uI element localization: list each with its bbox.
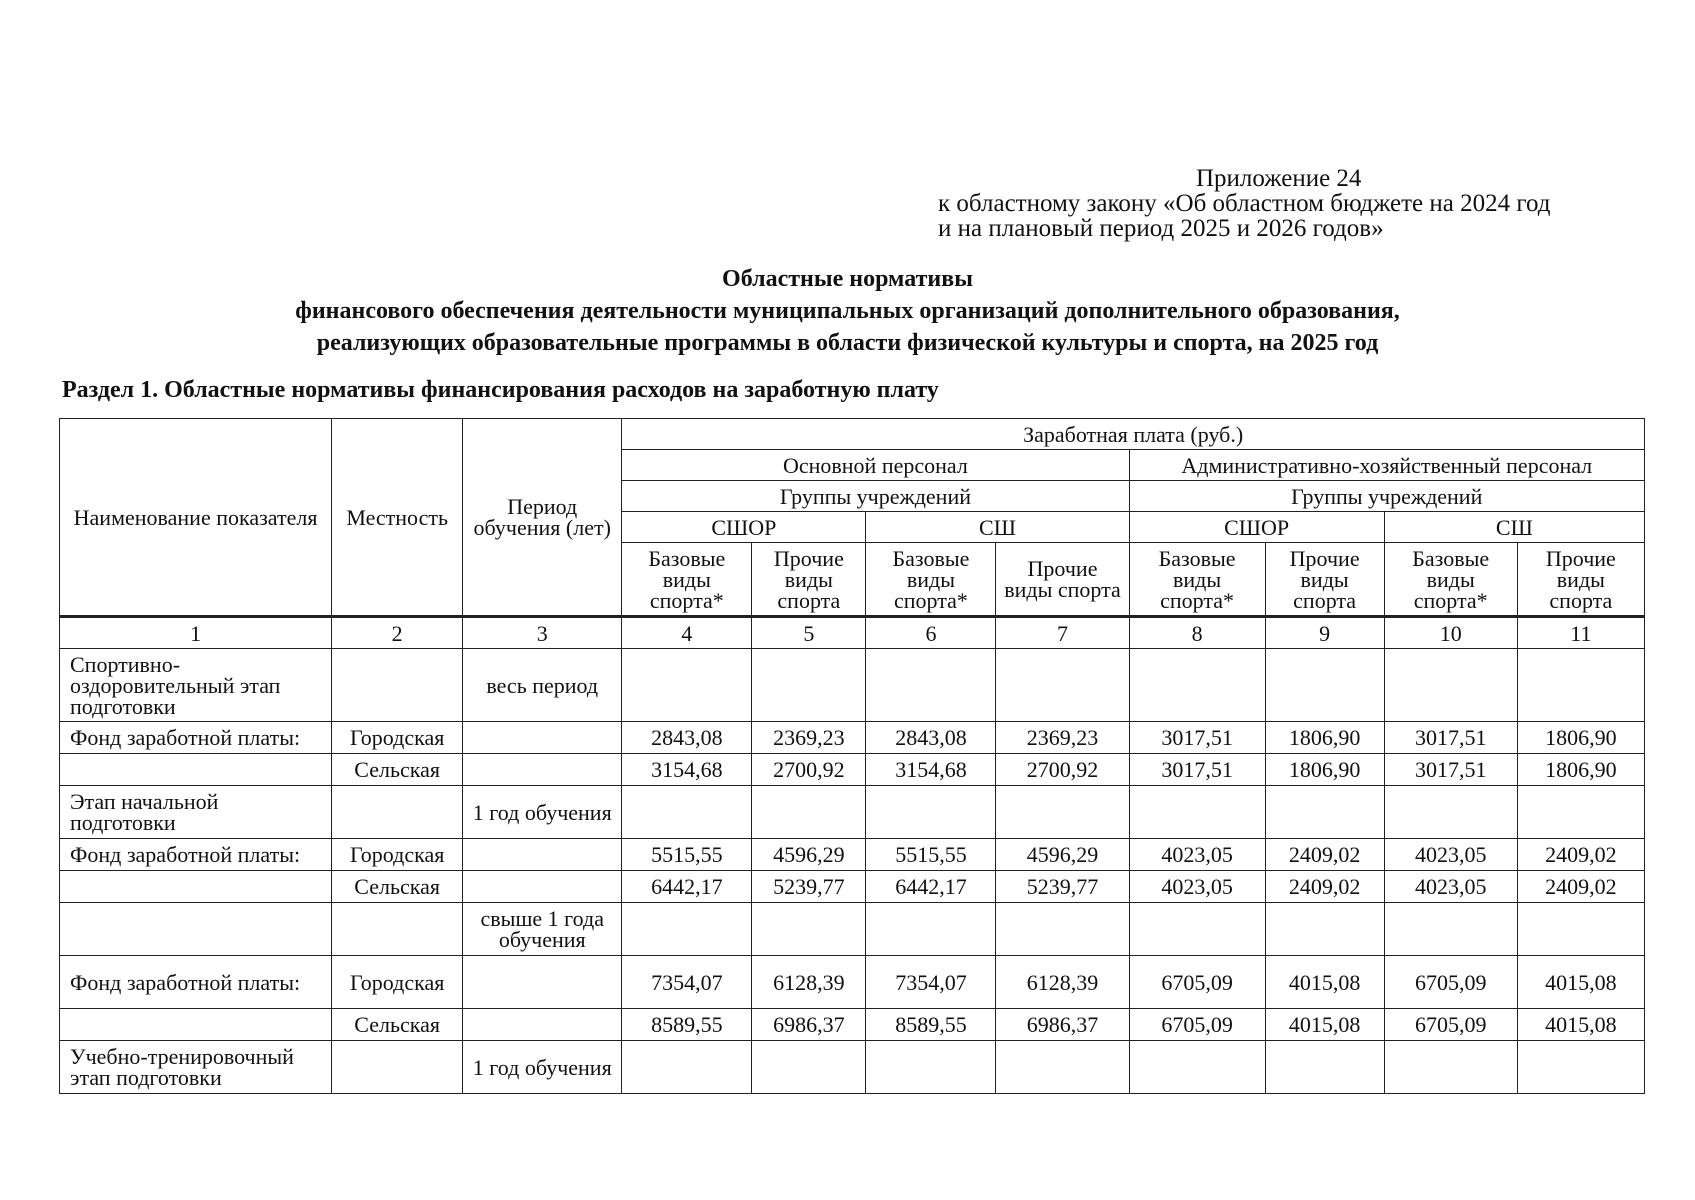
salary-value-cell bbox=[1265, 1041, 1384, 1094]
header-basic-sports: Базовые виды спорта* bbox=[622, 543, 752, 617]
header-salary: Заработная плата (руб.) bbox=[622, 419, 1645, 450]
column-number: 6 bbox=[866, 617, 996, 649]
salary-value-cell: 6986,37 bbox=[752, 1009, 866, 1041]
salary-value-cell bbox=[1129, 1041, 1265, 1094]
salary-value-cell: 6986,37 bbox=[996, 1009, 1129, 1041]
salary-value-cell: 2409,02 bbox=[1265, 839, 1384, 871]
table-row bbox=[60, 754, 1645, 786]
salary-norms-table bbox=[59, 418, 1645, 1094]
row-period bbox=[463, 1009, 622, 1041]
header-admin-staff: Административно-хозяйственный персонал bbox=[1129, 450, 1644, 481]
salary-value-cell: 4015,08 bbox=[1517, 1009, 1644, 1041]
table-row bbox=[60, 903, 1645, 956]
salary-value-cell: 3017,51 bbox=[1384, 722, 1517, 754]
column-number: 11 bbox=[1517, 617, 1644, 649]
header-sshor-admin: СШОР bbox=[1129, 512, 1384, 543]
header-locality: Местность bbox=[332, 419, 463, 617]
table-row bbox=[60, 839, 1645, 871]
salary-value-cell: 8589,55 bbox=[866, 1009, 996, 1041]
salary-value-cell bbox=[866, 649, 996, 722]
header-ssh-admin: СШ bbox=[1384, 512, 1644, 543]
salary-value-cell: 1806,90 bbox=[1517, 754, 1644, 786]
row-period bbox=[463, 956, 622, 1009]
salary-value-cell: 2409,02 bbox=[1517, 839, 1644, 871]
salary-value-cell bbox=[1384, 1041, 1517, 1094]
salary-value-cell bbox=[1129, 786, 1265, 839]
row-indicator-name bbox=[60, 754, 332, 786]
document-title bbox=[0, 263, 1695, 359]
salary-value-cell: 2369,23 bbox=[752, 722, 866, 754]
salary-value-cell: 4015,08 bbox=[1265, 956, 1384, 1009]
header-basic-sports: Базовые виды спорта* bbox=[866, 543, 996, 617]
salary-value-cell bbox=[1517, 1041, 1644, 1094]
salary-value-cell: 2700,92 bbox=[752, 754, 866, 786]
salary-value-cell bbox=[996, 786, 1129, 839]
column-number: 1 bbox=[60, 617, 332, 649]
salary-value-cell: 3154,68 bbox=[622, 754, 752, 786]
appendix-law-line1: к областному закону «Об областном бюджете на 2024 год bbox=[938, 190, 1551, 217]
table-row bbox=[60, 1041, 1645, 1094]
row-locality: Сельская bbox=[332, 1009, 463, 1041]
salary-value-cell bbox=[752, 903, 866, 956]
salary-value-cell bbox=[622, 1041, 752, 1094]
table-row bbox=[60, 956, 1645, 1009]
header-other-sports: Прочие виды спорта bbox=[1265, 543, 1384, 617]
column-number: 3 bbox=[463, 617, 622, 649]
column-number: 7 bbox=[996, 617, 1129, 649]
row-indicator-name bbox=[60, 903, 332, 956]
salary-value-cell bbox=[1517, 786, 1644, 839]
salary-value-cell bbox=[752, 1041, 866, 1094]
salary-value-cell: 4023,05 bbox=[1129, 839, 1265, 871]
salary-value-cell bbox=[1265, 786, 1384, 839]
row-indicator-name: Фонд заработной платы: bbox=[60, 956, 332, 1009]
salary-value-cell bbox=[996, 903, 1129, 956]
column-number: 8 bbox=[1129, 617, 1265, 649]
section-heading: Раздел 1. Областные нормативы финансирования расходов на заработную плату bbox=[62, 377, 939, 403]
title-line-3: реализующих образовательные программы в области физической культуры и спорта, на 2025 год bbox=[316, 330, 1379, 356]
header-basic-sports: Базовые виды спорта* bbox=[1384, 543, 1517, 617]
salary-value-cell: 1806,90 bbox=[1265, 722, 1384, 754]
row-locality: Сельская bbox=[332, 871, 463, 903]
table-row bbox=[60, 871, 1645, 903]
row-indicator-name: Учебно-тренировочный этап подготовки bbox=[60, 1041, 332, 1094]
salary-value-cell: 2843,08 bbox=[622, 722, 752, 754]
row-period bbox=[463, 754, 622, 786]
header-groups-admin: Группы учреждений bbox=[1129, 481, 1644, 512]
row-indicator-name bbox=[60, 871, 332, 903]
salary-value-cell: 2409,02 bbox=[1517, 871, 1644, 903]
row-period: 1 год обучения bbox=[463, 786, 622, 839]
salary-value-cell bbox=[866, 903, 996, 956]
row-indicator-name: Этап начальной подготовки bbox=[60, 786, 332, 839]
salary-value-cell: 6442,17 bbox=[622, 871, 752, 903]
salary-value-cell: 2843,08 bbox=[866, 722, 996, 754]
salary-value-cell: 4015,08 bbox=[1265, 1009, 1384, 1041]
salary-value-cell: 2409,02 bbox=[1265, 871, 1384, 903]
salary-value-cell: 4023,05 bbox=[1384, 871, 1517, 903]
salary-value-cell: 7354,07 bbox=[866, 956, 996, 1009]
salary-value-cell: 6705,09 bbox=[1129, 1009, 1265, 1041]
salary-value-cell: 4023,05 bbox=[1129, 871, 1265, 903]
salary-value-cell bbox=[996, 649, 1129, 722]
row-locality: Городская bbox=[332, 839, 463, 871]
header-main-staff: Основной персонал bbox=[622, 450, 1129, 481]
salary-value-cell bbox=[622, 649, 752, 722]
salary-value-cell: 6705,09 bbox=[1384, 956, 1517, 1009]
salary-value-cell bbox=[1265, 649, 1384, 722]
header-basic-sports: Базовые виды спорта* bbox=[1129, 543, 1265, 617]
row-locality: Сельская bbox=[332, 754, 463, 786]
salary-value-cell bbox=[1129, 649, 1265, 722]
column-number: 4 bbox=[622, 617, 752, 649]
header-other-sports: Прочие виды спорта bbox=[1517, 543, 1644, 617]
row-period bbox=[463, 722, 622, 754]
row-locality bbox=[332, 1041, 463, 1094]
row-period bbox=[463, 839, 622, 871]
salary-value-cell: 2700,92 bbox=[996, 754, 1129, 786]
row-period: свыше 1 года обучения bbox=[463, 903, 622, 956]
column-number: 2 bbox=[332, 617, 463, 649]
column-number: 9 bbox=[1265, 617, 1384, 649]
salary-value-cell: 5515,55 bbox=[866, 839, 996, 871]
salary-value-cell: 3017,51 bbox=[1384, 754, 1517, 786]
salary-value-cell bbox=[1517, 649, 1644, 722]
table-row bbox=[60, 786, 1645, 839]
title-line-1: Областные нормативы bbox=[722, 266, 973, 292]
table-row bbox=[60, 1009, 1645, 1041]
header-sshor-main: СШОР bbox=[622, 512, 866, 543]
salary-value-cell: 2369,23 bbox=[996, 722, 1129, 754]
table-row bbox=[60, 649, 1645, 722]
column-number: 10 bbox=[1384, 617, 1517, 649]
title-line-2: финансового обеспечения деятельности муниципальных организаций дополнительного образования, bbox=[295, 298, 1400, 324]
salary-value-cell bbox=[1517, 903, 1644, 956]
salary-value-cell bbox=[996, 1041, 1129, 1094]
salary-value-cell bbox=[1129, 903, 1265, 956]
salary-value-cell: 1806,90 bbox=[1265, 754, 1384, 786]
row-period: весь период bbox=[463, 649, 622, 722]
salary-value-cell bbox=[1384, 786, 1517, 839]
salary-value-cell: 5239,77 bbox=[752, 871, 866, 903]
salary-value-cell bbox=[1384, 649, 1517, 722]
row-indicator-name: Спортивно-оздоровительный этап подготовки bbox=[60, 649, 332, 722]
salary-value-cell bbox=[866, 786, 996, 839]
header-other-sports: Прочие виды спорта bbox=[996, 543, 1129, 617]
appendix-law-line2: и на плановый период 2025 и 2026 годов» bbox=[938, 215, 1384, 242]
salary-value-cell: 4596,29 bbox=[752, 839, 866, 871]
salary-value-cell bbox=[752, 649, 866, 722]
header-indicator: Наименование показателя bbox=[60, 419, 332, 617]
row-locality bbox=[332, 903, 463, 956]
salary-value-cell bbox=[752, 786, 866, 839]
salary-value-cell: 6705,09 bbox=[1129, 956, 1265, 1009]
row-indicator-name bbox=[60, 1009, 332, 1041]
salary-value-cell: 4015,08 bbox=[1517, 956, 1644, 1009]
header-groups-main: Группы учреждений bbox=[622, 481, 1129, 512]
salary-value-cell: 6442,17 bbox=[866, 871, 996, 903]
row-indicator-name: Фонд заработной платы: bbox=[60, 839, 332, 871]
row-indicator-name: Фонд заработной платы: bbox=[60, 722, 332, 754]
salary-value-cell: 8589,55 bbox=[622, 1009, 752, 1041]
row-locality: Городская bbox=[332, 722, 463, 754]
header-other-sports: Прочие виды спорта bbox=[752, 543, 866, 617]
salary-value-cell bbox=[866, 1041, 996, 1094]
appendix-reference bbox=[938, 166, 1658, 241]
salary-value-cell: 4023,05 bbox=[1384, 839, 1517, 871]
salary-value-cell: 3154,68 bbox=[866, 754, 996, 786]
row-locality: Городская bbox=[332, 956, 463, 1009]
salary-value-cell: 6128,39 bbox=[752, 956, 866, 1009]
salary-value-cell bbox=[1265, 903, 1384, 956]
header-ssh-main: СШ bbox=[866, 512, 1129, 543]
salary-value-cell: 7354,07 bbox=[622, 956, 752, 1009]
column-number: 5 bbox=[752, 617, 866, 649]
salary-value-cell: 1806,90 bbox=[1517, 722, 1644, 754]
salary-value-cell: 3017,51 bbox=[1129, 722, 1265, 754]
salary-value-cell: 6705,09 bbox=[1384, 1009, 1517, 1041]
header-period: Период обучения (лет) bbox=[463, 419, 622, 617]
salary-value-cell bbox=[622, 903, 752, 956]
salary-value-cell: 5515,55 bbox=[622, 839, 752, 871]
salary-value-cell bbox=[1384, 903, 1517, 956]
row-period: 1 год обучения bbox=[463, 1041, 622, 1094]
salary-value-cell: 4596,29 bbox=[996, 839, 1129, 871]
row-period bbox=[463, 871, 622, 903]
appendix-number: Приложение 24 bbox=[1196, 165, 1362, 192]
row-locality bbox=[332, 786, 463, 839]
salary-value-cell: 6128,39 bbox=[996, 956, 1129, 1009]
salary-value-cell: 3017,51 bbox=[1129, 754, 1265, 786]
salary-value-cell bbox=[622, 786, 752, 839]
table-row bbox=[60, 722, 1645, 754]
row-locality bbox=[332, 649, 463, 722]
salary-value-cell: 5239,77 bbox=[996, 871, 1129, 903]
